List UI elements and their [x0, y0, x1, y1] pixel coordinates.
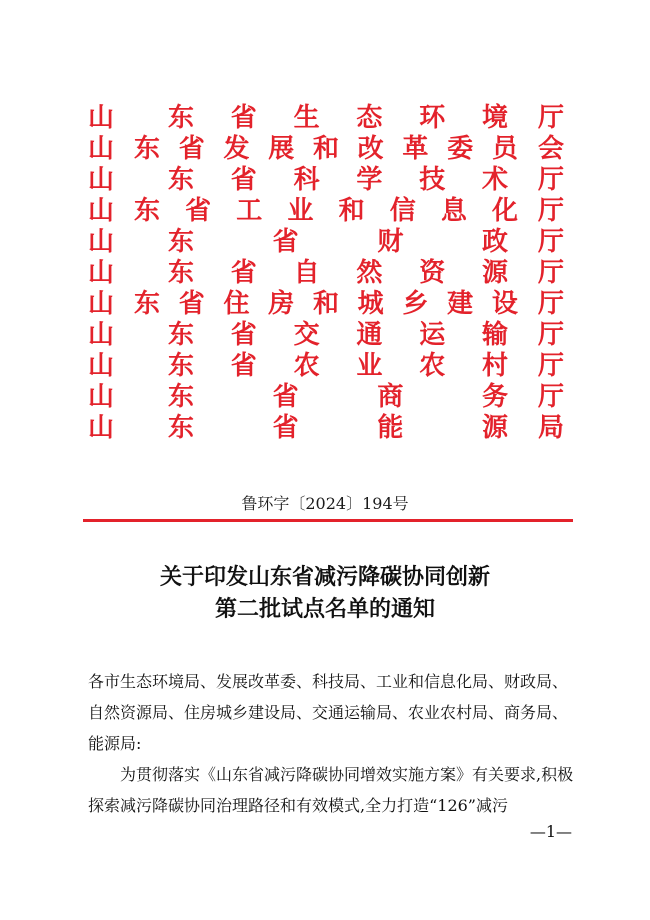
issuer-first-char: 山 [88, 165, 115, 195]
issuer-char: 东 [168, 258, 195, 288]
issuer-first-char: 山 [88, 103, 115, 133]
issuer-row [88, 103, 564, 134]
issuer-char: 革 [402, 134, 429, 164]
issuer-row [88, 320, 564, 351]
issuer-char: 信 [389, 196, 416, 226]
issuer-first-char: 山 [88, 134, 115, 164]
issuer-char: 房 [268, 289, 295, 319]
issuer-suffix-char: 厅 [537, 165, 564, 195]
recipients-paragraph: 各市生态环境局、发展改革委、科技局、工业和信息化局、财政局、自然资源局、住房城乡建设局、交通运输局、农业农村局、商务局、能源局: [88, 672, 569, 753]
issuer-name-chars [116, 196, 536, 227]
issuer-char: 农 [293, 351, 320, 381]
issuer-char: 展 [268, 134, 295, 164]
issuer-name-chars [116, 320, 536, 351]
issuer-char: 工 [236, 196, 263, 226]
issuer-char: 资 [419, 258, 446, 288]
issuer-char: 能 [377, 413, 404, 443]
issuer-char: 学 [356, 165, 383, 195]
issuer-suffix-char: 局 [537, 413, 564, 443]
issuer-row [88, 351, 564, 382]
issuer-name-chars [116, 103, 536, 134]
issuer-char: 东 [168, 413, 195, 443]
issuer-char: 员 [491, 134, 518, 164]
issuer-char: 住 [223, 289, 250, 319]
issuer-row [88, 289, 564, 320]
issuer-char: 务 [481, 382, 508, 412]
issuer-char: 自 [293, 258, 320, 288]
issuer-suffix-char: 厅 [537, 382, 564, 412]
title-line-1: 关于印发山东省减污降碳协同创新 [159, 564, 490, 590]
issuer-char: 省 [272, 227, 299, 257]
issuer-suffix-char: 厅 [537, 289, 564, 319]
issuer-char: 省 [230, 258, 257, 288]
issuer-char: 东 [168, 320, 195, 350]
issuer-first-char: 山 [88, 351, 115, 381]
issuer-char: 东 [134, 289, 161, 319]
issuer-row [88, 413, 564, 444]
issuer-char: 东 [134, 196, 161, 226]
issuer-suffix-char: 厅 [537, 351, 564, 381]
issuer-first-char: 山 [88, 196, 115, 226]
issuer-first-char: 山 [88, 382, 115, 412]
issuer-char: 东 [168, 165, 195, 195]
issuer-suffix-char: 厅 [537, 103, 564, 133]
issuer-char: 业 [356, 351, 383, 381]
issuer-char: 建 [447, 289, 474, 319]
issuer-char: 城 [357, 289, 384, 319]
issuer-row [88, 165, 564, 196]
issuer-name-chars [116, 289, 536, 320]
issuer-name-chars [116, 227, 536, 258]
issuer-first-char: 山 [88, 320, 115, 350]
issuer-char: 态 [356, 103, 383, 133]
issuer-char: 省 [230, 320, 257, 350]
issuer-row [88, 196, 564, 227]
issuer-char: 交 [293, 320, 320, 350]
issuer-char: 农 [419, 351, 446, 381]
issuer-char: 村 [481, 351, 508, 381]
issuer-char: 输 [481, 320, 508, 350]
issuer-char: 省 [272, 382, 299, 412]
issuer-suffix-char: 厅 [537, 196, 564, 226]
issuer-char: 通 [356, 320, 383, 350]
issuer-char: 政 [481, 227, 508, 257]
issuer-char: 委 [447, 134, 474, 164]
issuer-first-char: 山 [88, 258, 115, 288]
issuer-char: 东 [168, 351, 195, 381]
issuer-row [88, 134, 564, 165]
issuer-row [88, 382, 564, 413]
issuer-char: 和 [312, 289, 339, 319]
document-number: 鲁环字〔2024〕194号 [241, 494, 409, 513]
issuer-char: 发 [223, 134, 250, 164]
issuer-char: 运 [419, 320, 446, 350]
issuer-char: 东 [168, 382, 195, 412]
issuer-name-chars [116, 413, 536, 444]
issuing-authorities-header [88, 103, 564, 444]
issuer-name-chars [116, 382, 536, 413]
issuer-char: 东 [168, 227, 195, 257]
issuer-char: 省 [178, 289, 205, 319]
issuer-char: 和 [312, 134, 339, 164]
issuer-suffix-char: 厅 [537, 227, 564, 257]
issuer-name-chars [116, 134, 536, 165]
issuer-char: 乡 [402, 289, 429, 319]
title-line-2: 第二批试点名单的通知 [214, 596, 435, 622]
issuer-char: 省 [272, 413, 299, 443]
issuer-char: 省 [185, 196, 212, 226]
issuer-first-char: 山 [88, 413, 115, 443]
issuer-char: 术 [481, 165, 508, 195]
issuer-char: 财 [377, 227, 404, 257]
issuer-char: 省 [230, 103, 257, 133]
issuer-name-chars [116, 258, 536, 289]
issuer-char: 环 [419, 103, 446, 133]
issuer-char: 改 [357, 134, 384, 164]
red-separator-line [83, 519, 573, 522]
issuer-row [88, 227, 564, 258]
issuer-char: 省 [178, 134, 205, 164]
issuer-char: 息 [440, 196, 467, 226]
issuer-char: 东 [134, 134, 161, 164]
page-number: —1— [529, 822, 572, 841]
issuer-first-char: 山 [88, 289, 115, 319]
issuer-char: 技 [419, 165, 446, 195]
issuer-char: 源 [481, 258, 508, 288]
issuer-row [88, 258, 564, 289]
issuer-suffix-char: 会 [537, 134, 564, 164]
issuer-char: 源 [481, 413, 508, 443]
issuer-char: 生 [293, 103, 320, 133]
issuer-char: 东 [168, 103, 195, 133]
issuer-char: 设 [491, 289, 518, 319]
issuer-char: 商 [377, 382, 404, 412]
issuer-char: 科 [293, 165, 320, 195]
issuer-char: 境 [481, 103, 508, 133]
issuer-char: 省 [230, 165, 257, 195]
body-paragraph-1: 为贯彻落实《山东省减污降碳协同增效实施方案》有关要求,积极探索减污降碳协同治理路径和有效模式,全力打造“126”减污 [88, 765, 574, 815]
issuer-char: 和 [338, 196, 365, 226]
document-body [88, 666, 578, 821]
issuer-char: 业 [287, 196, 314, 226]
issuer-suffix-char: 厅 [537, 258, 564, 288]
issuer-char: 化 [491, 196, 518, 226]
issuer-name-chars [116, 165, 536, 196]
issuer-char: 省 [230, 351, 257, 381]
issuer-name-chars [116, 351, 536, 382]
issuer-first-char: 山 [88, 227, 115, 257]
document-title [0, 561, 650, 625]
issuer-suffix-char: 厅 [537, 320, 564, 350]
issuer-char: 然 [356, 258, 383, 288]
